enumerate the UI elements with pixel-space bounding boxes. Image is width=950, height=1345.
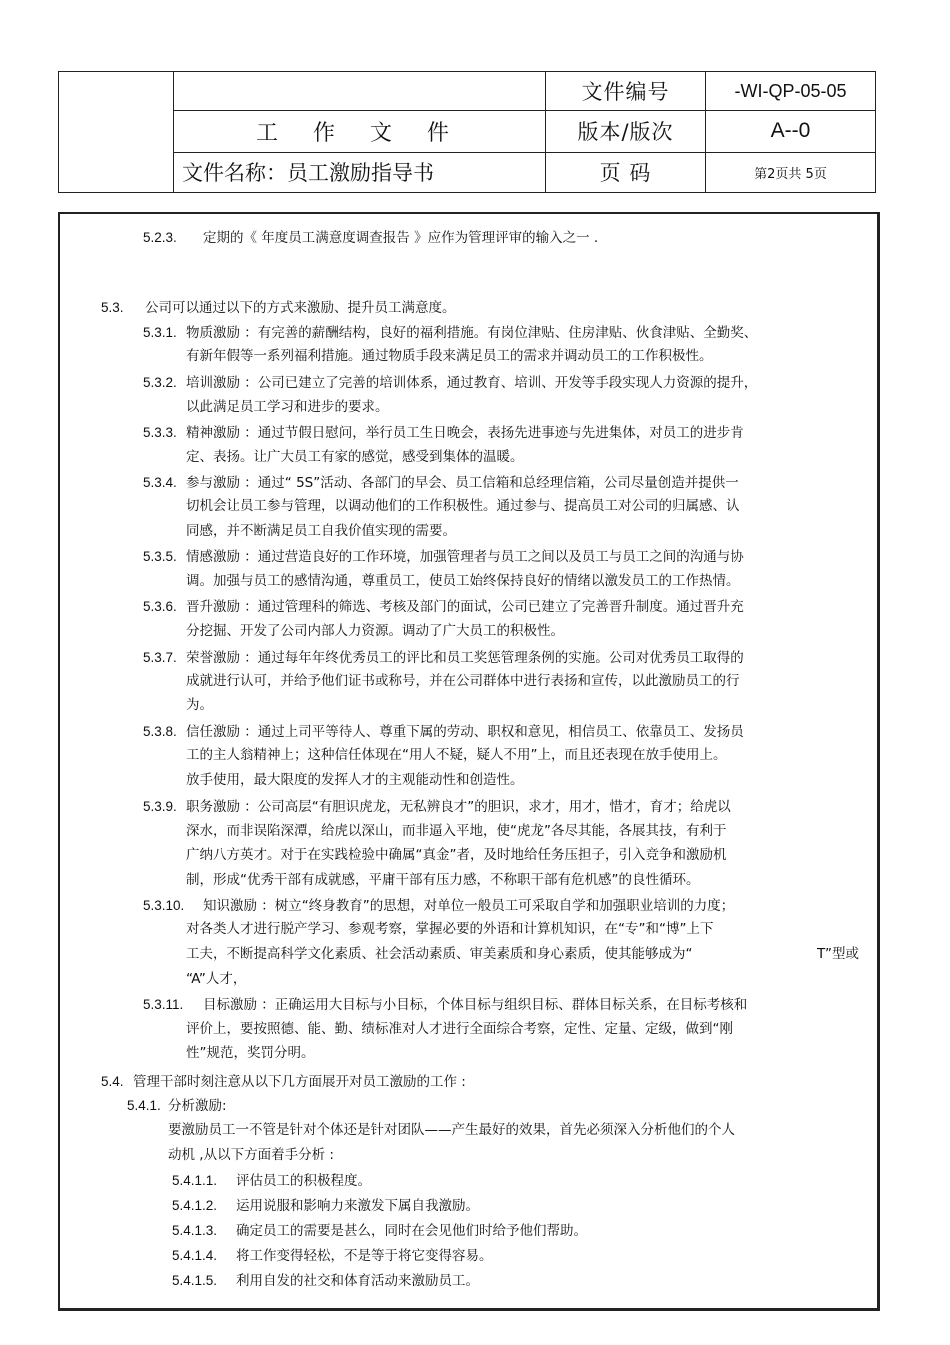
paragraph-line: 要激励员工一不管是针对个体还是针对团队——产生最好的效果，首先必须深入分析他们的个人 <box>168 1122 735 1138</box>
section-number: 5.4.1.4. <box>172 1248 218 1263</box>
paragraph-line: 精神激励 ：通过节假日慰问，举行员工生日晚会，表扬先进事迹与先进集体，对员工的进步肯 <box>186 425 744 441</box>
section-number: 5.3.4. <box>143 475 177 490</box>
section-number: 5.4. <box>101 1074 124 1089</box>
paragraph-line: 公司可以通过以下的方式来激励、提升员工满意度。 <box>145 300 456 316</box>
paragraph-line: 为。 <box>186 697 213 713</box>
paragraph-line: 深水，而非误陷深潭，给虎以深山，而非逼入平地，使“虎龙”各尽其能，各展其技，有利于 <box>186 823 727 839</box>
section-number: 5.4.1.3. <box>172 1223 218 1238</box>
paragraph-line: 分挖掘、开发了公司内部人力资源。调动了广大员工的积极性。 <box>186 623 564 639</box>
section-number: 5.3.7. <box>143 650 177 665</box>
paragraph-line: 调。加强与员工的感情沟通，尊重员工，使员工始终保持良好的情绪以激发员工的工作热情。 <box>186 573 740 589</box>
section-number: 5.3.8. <box>143 724 177 739</box>
section-number: 5.3.11. <box>143 997 184 1012</box>
section-number: 5.3.5. <box>143 549 177 564</box>
doc-no-label: 文件编号 <box>546 72 706 111</box>
paragraph-line: 有新年假等一系列福利措施。通过物质手段来满足员工的需求并调动员工的工作积极性。 <box>186 348 713 364</box>
paragraph-line: 以此满足员工学习和进步的要求。 <box>186 399 389 415</box>
paragraph-line: 物质激励 ：有完善的薪酬结构，良好的福利措施。有岗位津贴、住房津贴、伙食津贴、全勤奖、 <box>186 325 758 341</box>
paragraph-line: 制，形成“优秀干部有成就感，平庸干部有压力感，不称职干部有危机感”的良性循环。 <box>186 872 700 888</box>
paragraph-line: 管理干部时刻注意从以下几方面展开对员工激励的工作 : <box>133 1074 466 1090</box>
paragraph-line: 同感，并不断满足员工自我价值实现的需要。 <box>186 523 456 539</box>
paragraph-line: 对各类人才进行脱产学习、参观考察，掌握必要的外语和计算机知识，在“专”和“博”上下 <box>186 921 714 937</box>
paragraph-line: 性”规范，奖罚分明。 <box>186 1045 315 1061</box>
paragraph-line: 将工作变得轻松，不是等于将它变得容易。 <box>236 1248 493 1264</box>
paragraph-line: 切机会让员工参与管理，以调动他们的工作积极性。通过参与、提高员工对公司的归属感、认 <box>186 498 740 514</box>
paragraph-line: 动机 ,从以下方面着手分析 : <box>168 1147 334 1163</box>
doc-name-label: 文件名称：员工激励指导书 <box>174 152 546 192</box>
page-value: 第2页共 5页 <box>706 152 876 192</box>
header-empty-cell <box>174 72 546 111</box>
version-label: 版本/版次 <box>546 111 706 152</box>
paragraph-line: 知识激励 ：树立“终身教育”的思想，对单位一般员工可采取自学和加强职业培训的力度； <box>203 898 735 914</box>
paragraph-line: 参与激励 ：通过“ 5S”活动、各部门的早会、员工信箱和总经理信箱，公司尽量创造并提供一 <box>186 475 739 491</box>
section-number: 5.3.3. <box>143 425 177 440</box>
paragraph-line: 利用自发的社交和体育活动来激励员工。 <box>236 1273 479 1289</box>
paragraph-line: 确定员工的需要是甚么，同时在会见他们时给予他们帮助。 <box>236 1223 587 1239</box>
paragraph-line: 信任激励 ：通过上司平等待人、尊重下属的劳动、职权和意见，相信员工、依靠员工、发扬员 <box>186 724 744 740</box>
paragraph-line: 工的主人翁精神上；这种信任体现在“用人不疑，疑人不用”上，而且还表现在放手使用上。 <box>186 747 727 763</box>
section-number: 5.4.1. <box>127 1098 161 1113</box>
section-number: 5.4.1.5. <box>172 1273 218 1288</box>
section-number: 5.4.1.2. <box>172 1198 218 1213</box>
logo-cell <box>59 72 174 193</box>
document-header-table <box>58 71 876 193</box>
section-number: 5.3.9. <box>143 799 177 814</box>
paragraph-line: 目标激励 ：正确运用大目标与小目标，个体目标与组织目标、群体目标关系，在目标考核和 <box>203 997 748 1013</box>
work-doc-title: 工 作 文 件 <box>174 111 546 152</box>
section-number: 5.3.6. <box>143 599 177 614</box>
paragraph-line: T”型或 <box>817 946 859 962</box>
paragraph-line: 评估员工的积极程度。 <box>236 1173 371 1189</box>
paragraph-line: 晋升激励 ：通过管理科的筛选、考核及部门的面试，公司已建立了完善晋升制度。通过晋升充 <box>186 599 744 615</box>
section-number: 5.3.10. <box>143 898 185 913</box>
paragraph-line: 定期的《 年度员工满意度调查报告 》应作为管理评审的输入之一 . <box>203 230 599 246</box>
paragraph-line: 培训激励 ：公司已建立了完善的培训体系，通过教育、培训、开发等手段实现人力资源的提升， <box>186 375 758 391</box>
paragraph-line: 广纳八方英才。对于在实践检验中确属“真金”者，及时地给任务压担子，引入竞争和激励机 <box>186 847 727 863</box>
doc-no-value: -WI-QP-05-05 <box>706 72 876 111</box>
paragraph-line: 情感激励 ：通过营造良好的工作环境，加强管理者与员工之间以及员工与员工之间的沟通与协 <box>186 549 744 565</box>
paragraph-line: 评价上，要按照德、能、勤、绩标准对人才进行全面综合考察，定性、定量、定级，做到“刚 <box>186 1021 733 1037</box>
paragraph-line: 工夫，不断提高科学文化素质、社会活动素质、审美素质和身心素质，使其能够成为“ <box>186 946 693 962</box>
paragraph-line: 成就进行认可，并给予他们证书或称号，并在公司群体中进行表扬和宣传，以此激励员工的行 <box>186 673 740 689</box>
paragraph-line: 定、表扬。让广大员工有家的感觉，感受到集体的温暖。 <box>186 449 524 465</box>
section-number: 5.3.1. <box>143 325 177 340</box>
paragraph-line: 荣誉激励 ：通过每年年终优秀员工的评比和员工奖惩管理条例的实施。公司对优秀员工取得的 <box>186 650 744 666</box>
paragraph-line: 放手使用，最大限度的发挥人才的主观能动性和创造性。 <box>186 772 524 788</box>
section-number: 5.3.2. <box>143 375 177 390</box>
paragraph-line: 职务激励 ：公司高层“有胆识虎龙，无私辨良才”的胆识，求才，用才，惜才，育才；给虎以 <box>186 799 731 815</box>
section-number: 5.2.3. <box>143 230 177 245</box>
page-label: 页 码 <box>546 152 706 192</box>
paragraph-line: 运用说服和影响力来激发下属自我激励。 <box>236 1198 479 1214</box>
section-number: 5.3. <box>101 300 124 315</box>
section-number: 5.4.1.1. <box>172 1173 218 1188</box>
version-value: A--0 <box>706 111 876 152</box>
paragraph-line: “A”人才， <box>186 971 247 987</box>
paragraph-line: 分析激励: <box>168 1098 227 1114</box>
